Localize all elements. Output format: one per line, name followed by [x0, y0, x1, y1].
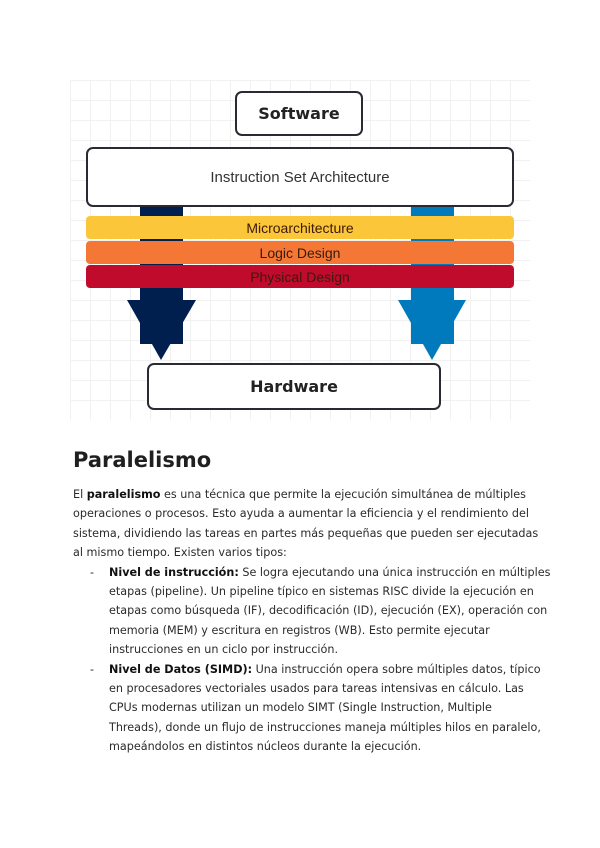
intro-line: [73, 485, 550, 504]
bullet-label: Nivel de instrucción:: [109, 565, 239, 579]
intro-line: sistema, dividiendo las tareas en partes más pequeñas que pueden ser ejecutadas: [73, 526, 539, 540]
hardware-box: Hardware: [147, 363, 441, 410]
bullet-text: Se logra ejecutando una única instrucción en múltiples: [238, 565, 551, 579]
section-title: Paralelismo: [73, 448, 212, 472]
abstraction-layers-diagram: [70, 80, 530, 420]
intro-bold-term: paralelismo: [86, 488, 161, 501]
layer-logic-design: Logic Design: [86, 241, 514, 264]
bullet-line: mapeándolos en distintos núcleos durante la ejecución.: [109, 740, 422, 754]
bullet-item-data-level: [73, 660, 550, 757]
software-box: Software: [235, 91, 363, 136]
bullet-line: Threads), donde un flujo de instrucciones maneja múltiples hilos en paralelo,: [109, 720, 541, 734]
bullet-line: etapas (pipeline). Un pipeline típico en sistemas RISC divide la ejecución en: [109, 585, 534, 599]
intro-text: es una técnica que permite la ejecución simultánea de múltiples: [160, 488, 527, 501]
bullet-dash: -: [90, 565, 95, 579]
isa-box: Instruction Set Architecture: [86, 147, 514, 207]
bullet-dash: -: [90, 662, 95, 676]
bullet-label: Nivel de Datos (SIMD):: [109, 662, 253, 676]
layer-physical-design: Physical Design: [86, 265, 514, 288]
section-body: [73, 485, 550, 757]
intro-line: operaciones o procesos. Esto ayuda a aumentar la eficiencia y el rendimiento del: [73, 507, 529, 521]
intro-prefix: El: [73, 488, 87, 501]
bullet-text: Una instrucción opera sobre múltiples datos, típico: [252, 662, 541, 676]
layer-microarchitecture: Microarchitecture: [86, 216, 514, 239]
bullet-item-instruction-level: [73, 563, 550, 660]
bullet-line: instrucciones en un ciclo por instrucción.: [109, 643, 339, 657]
intro-line: al mismo tiempo. Existen varios tipos:: [73, 546, 287, 560]
bullet-line: memoria (MEM) y escritura en registros (WB). Esto permite ejecutar: [109, 623, 490, 637]
bullet-line: CPUs modernas utilizan un modelo SIMT (Single Instruction, Multiple: [109, 701, 492, 715]
bullet-line: etapas como búsqueda (IF), decodificación (ID), ejecución (EX), operación con: [109, 604, 548, 618]
bullet-line: en procesadores vectoriales usados para tareas intensivas en cálculo. Las: [109, 682, 524, 696]
